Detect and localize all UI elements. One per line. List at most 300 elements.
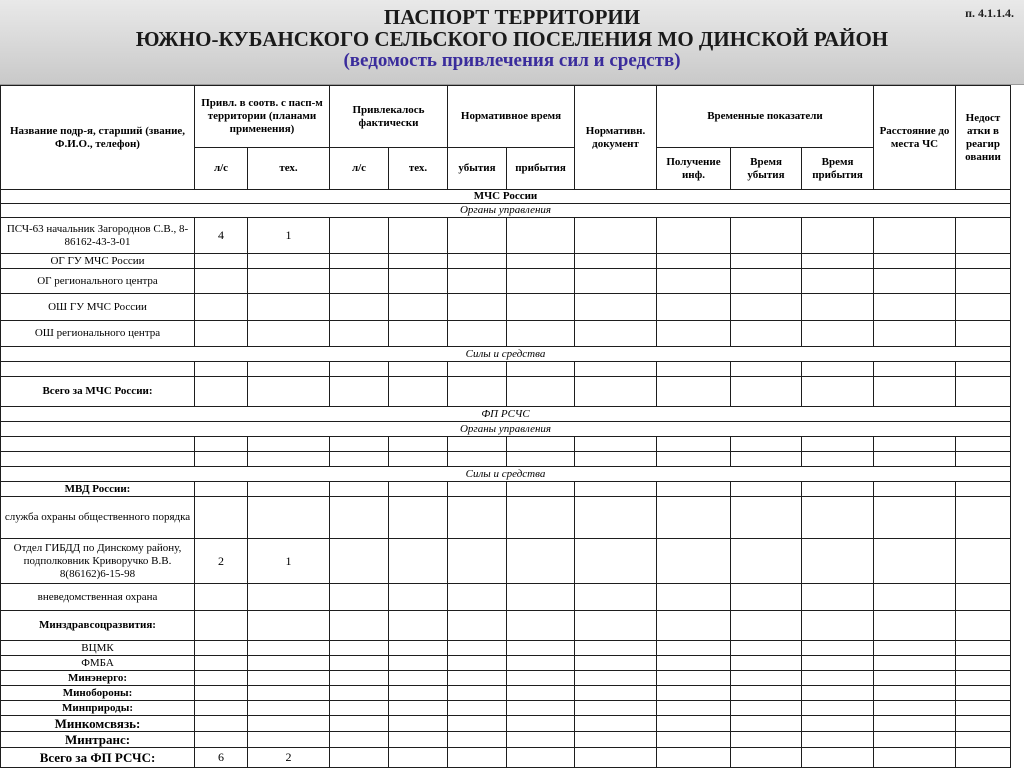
- empty-cell: [657, 584, 731, 611]
- subsection-row: [1, 407, 1011, 422]
- row-name-cell: ПСЧ-63 начальник Загороднов С.В., 8-86162-43-3-01: [1, 218, 195, 254]
- empty-cell: [874, 656, 956, 671]
- subsection-title: Органы управления: [1, 204, 1011, 218]
- empty-cell: [802, 254, 874, 269]
- empty-cell: [575, 269, 657, 294]
- empty-cell: [448, 377, 507, 407]
- empty-cell: [575, 656, 657, 671]
- empty-cell: [802, 611, 874, 641]
- empty-cell: [956, 377, 1011, 407]
- planned-ls-cell: [195, 437, 248, 452]
- empty-cell: [657, 671, 731, 686]
- empty-cell: [956, 584, 1011, 611]
- row-name-cell: Минобороны:: [1, 686, 195, 701]
- empty-cell: [731, 611, 802, 641]
- empty-cell: [874, 748, 956, 768]
- planned-tech-cell: [248, 321, 330, 347]
- empty-cell: [507, 321, 575, 347]
- empty-cell: [874, 377, 956, 407]
- empty-cell: [657, 321, 731, 347]
- empty-cell: [802, 656, 874, 671]
- empty-cell: [731, 321, 802, 347]
- empty-cell: [389, 611, 448, 641]
- table-row: [1, 701, 1011, 716]
- empty-cell: [731, 539, 802, 584]
- table-row: [1, 269, 1011, 294]
- empty-cell: [956, 254, 1011, 269]
- empty-cell: [802, 732, 874, 748]
- empty-cell: [507, 656, 575, 671]
- empty-cell: [575, 362, 657, 377]
- planned-ls-cell: 6: [195, 748, 248, 768]
- col-header-shortage: Недост атки в реагир овании: [956, 86, 1011, 190]
- col-header-normtime: Нормативное время: [448, 86, 575, 148]
- empty-cell: [330, 497, 389, 539]
- empty-cell: [389, 269, 448, 294]
- empty-cell: [874, 641, 956, 656]
- row-name-cell: Минкомсвязь:: [1, 716, 195, 732]
- empty-cell: [874, 539, 956, 584]
- table-row: [1, 671, 1011, 686]
- planned-ls-cell: [195, 641, 248, 656]
- empty-cell: [956, 671, 1011, 686]
- empty-cell: [575, 716, 657, 732]
- empty-cell: [657, 701, 731, 716]
- empty-cell: [956, 218, 1011, 254]
- empty-cell: [330, 362, 389, 377]
- subsection-title: Органы управления: [1, 422, 1011, 437]
- planned-tech-cell: [248, 732, 330, 748]
- row-name-cell: ФМБА: [1, 656, 195, 671]
- empty-cell: [507, 294, 575, 321]
- empty-cell: [507, 701, 575, 716]
- empty-cell: [731, 686, 802, 701]
- empty-cell: [389, 294, 448, 321]
- planned-ls-cell: [195, 686, 248, 701]
- empty-cell: [874, 452, 956, 467]
- empty-cell: [956, 482, 1011, 497]
- empty-cell: [874, 269, 956, 294]
- empty-cell: [507, 254, 575, 269]
- empty-cell: [448, 641, 507, 656]
- col-header-departure: убытия: [448, 148, 507, 190]
- subsection-row: [1, 204, 1011, 218]
- empty-cell: [330, 701, 389, 716]
- empty-cell: [802, 641, 874, 656]
- empty-cell: [731, 482, 802, 497]
- empty-cell: [874, 294, 956, 321]
- planned-ls-cell: [195, 452, 248, 467]
- section-title: МЧС России: [1, 190, 1011, 204]
- empty-cell: [507, 377, 575, 407]
- planned-ls-cell: [195, 656, 248, 671]
- empty-cell: [330, 437, 389, 452]
- empty-cell: [874, 584, 956, 611]
- planned-ls-cell: [195, 269, 248, 294]
- empty-cell: [575, 294, 657, 321]
- empty-cell: [389, 377, 448, 407]
- planned-ls-cell: [195, 701, 248, 716]
- row-name-cell: ВЦМК: [1, 641, 195, 656]
- empty-cell: [731, 656, 802, 671]
- row-name-cell: Отдел ГИБДД по Динскому району, подполковник Криворучко В.В. 8(86162)6-15-98: [1, 539, 195, 584]
- empty-cell: [448, 686, 507, 701]
- empty-cell: [657, 218, 731, 254]
- row-name-cell: Минприроды:: [1, 701, 195, 716]
- empty-cell: [802, 671, 874, 686]
- planned-ls-cell: [195, 584, 248, 611]
- empty-cell: [802, 584, 874, 611]
- empty-cell: [731, 701, 802, 716]
- planned-ls-cell: [195, 362, 248, 377]
- empty-cell: [330, 269, 389, 294]
- empty-cell: [507, 732, 575, 748]
- empty-cell: [956, 452, 1011, 467]
- empty-cell: [802, 362, 874, 377]
- subsection-title: Силы и средства: [1, 347, 1011, 362]
- empty-cell: [802, 321, 874, 347]
- empty-cell: [507, 482, 575, 497]
- planned-ls-cell: 2: [195, 539, 248, 584]
- empty-cell: [330, 671, 389, 686]
- col-header-actual-tech: тех.: [389, 148, 448, 190]
- table-row: [1, 748, 1011, 768]
- planned-ls-cell: [195, 377, 248, 407]
- empty-cell: [507, 437, 575, 452]
- empty-cell: [802, 686, 874, 701]
- row-name-cell: служба охраны общественного порядка: [1, 497, 195, 539]
- empty-cell: [874, 437, 956, 452]
- row-name-cell: ОГ ГУ МЧС России: [1, 254, 195, 269]
- empty-cell: [731, 254, 802, 269]
- planned-ls-cell: [195, 294, 248, 321]
- empty-cell: [657, 611, 731, 641]
- empty-cell: [956, 611, 1011, 641]
- empty-cell: [731, 584, 802, 611]
- empty-cell: [657, 686, 731, 701]
- table-row: [1, 294, 1011, 321]
- empty-cell: [657, 656, 731, 671]
- empty-cell: [956, 641, 1011, 656]
- table-row: [1, 539, 1011, 584]
- col-header-distance: Расстояние до места ЧС: [874, 86, 956, 190]
- empty-cell: [448, 748, 507, 768]
- empty-cell: [874, 686, 956, 701]
- empty-cell: [575, 254, 657, 269]
- empty-cell: [956, 321, 1011, 347]
- empty-cell: [874, 701, 956, 716]
- empty-cell: [330, 539, 389, 584]
- empty-cell: [507, 671, 575, 686]
- empty-cell: [657, 748, 731, 768]
- planned-ls-cell: [195, 671, 248, 686]
- empty-cell: [802, 716, 874, 732]
- empty-cell: [389, 584, 448, 611]
- empty-cell: [448, 716, 507, 732]
- row-name-cell: ОШ регионального центра: [1, 321, 195, 347]
- empty-cell: [731, 716, 802, 732]
- empty-cell: [507, 497, 575, 539]
- empty-cell: [507, 641, 575, 656]
- empty-cell: [802, 497, 874, 539]
- empty-cell: [575, 671, 657, 686]
- slide-header: [0, 0, 1024, 85]
- empty-cell: [448, 218, 507, 254]
- empty-cell: [389, 732, 448, 748]
- planned-ls-cell: [195, 611, 248, 641]
- empty-cell: [575, 748, 657, 768]
- planned-ls-cell: [195, 497, 248, 539]
- table-row: [1, 377, 1011, 407]
- empty-cell: [389, 218, 448, 254]
- empty-cell: [389, 701, 448, 716]
- row-name-cell: [1, 437, 195, 452]
- empty-cell: [731, 641, 802, 656]
- empty-cell: [956, 269, 1011, 294]
- table-row: [1, 641, 1011, 656]
- empty-cell: [657, 362, 731, 377]
- planned-tech-cell: [248, 701, 330, 716]
- empty-cell: [657, 497, 731, 539]
- table-row: [1, 321, 1011, 347]
- empty-cell: [874, 362, 956, 377]
- title-line-2: ЮЖНО-КУБАНСКОГО СЕЛЬСКОГО ПОСЕЛЕНИЯ МО ДИНСКОЙ РАЙОН: [135, 27, 889, 51]
- empty-cell: [389, 641, 448, 656]
- col-header-normdoc: Нормативн. документ: [575, 86, 657, 190]
- empty-cell: [507, 218, 575, 254]
- empty-cell: [956, 748, 1011, 768]
- empty-cell: [956, 294, 1011, 321]
- empty-cell: [575, 732, 657, 748]
- empty-cell: [448, 656, 507, 671]
- resources-table: [0, 85, 1011, 768]
- title-line-1: ПАСПОРТ ТЕРРИТОРИИ: [383, 5, 641, 29]
- empty-cell: [448, 254, 507, 269]
- empty-cell: [389, 686, 448, 701]
- col-header-departure-time: Время убытия: [731, 148, 802, 190]
- empty-cell: [874, 321, 956, 347]
- empty-cell: [657, 452, 731, 467]
- planned-tech-cell: [248, 254, 330, 269]
- row-name-cell: Минздравсоцразвития:: [1, 611, 195, 641]
- empty-cell: [657, 254, 731, 269]
- planned-tech-cell: [248, 641, 330, 656]
- planned-tech-cell: [248, 671, 330, 686]
- empty-cell: [575, 321, 657, 347]
- table-row: [1, 732, 1011, 748]
- empty-cell: [802, 377, 874, 407]
- empty-cell: [330, 716, 389, 732]
- planned-tech-cell: [248, 686, 330, 701]
- row-name-cell: вневедомственная охрана: [1, 584, 195, 611]
- empty-cell: [874, 218, 956, 254]
- planned-ls-cell: [195, 732, 248, 748]
- empty-cell: [575, 377, 657, 407]
- empty-cell: [657, 269, 731, 294]
- empty-cell: [389, 482, 448, 497]
- empty-cell: [448, 611, 507, 641]
- empty-cell: [507, 611, 575, 641]
- planned-tech-cell: [248, 377, 330, 407]
- empty-cell: [507, 686, 575, 701]
- empty-cell: [330, 611, 389, 641]
- row-name-cell: ОШ ГУ МЧС России: [1, 294, 195, 321]
- empty-cell: [330, 641, 389, 656]
- empty-cell: [657, 294, 731, 321]
- col-header-planned-tech: тех.: [248, 148, 330, 190]
- empty-cell: [575, 218, 657, 254]
- col-header-planned-ls: л/с: [195, 148, 248, 190]
- col-header-planned: Привл. в соотв. с пасп-м территории (планами применения): [195, 86, 330, 148]
- empty-cell: [330, 584, 389, 611]
- col-header-actual: Привлекалось фактически: [330, 86, 448, 148]
- section-row: [1, 190, 1011, 204]
- empty-cell: [330, 377, 389, 407]
- empty-cell: [802, 539, 874, 584]
- empty-cell: [448, 452, 507, 467]
- planned-ls-cell: [195, 321, 248, 347]
- empty-cell: [657, 732, 731, 748]
- empty-cell: [802, 437, 874, 452]
- empty-cell: [731, 377, 802, 407]
- empty-cell: [956, 497, 1011, 539]
- table-row: [1, 584, 1011, 611]
- empty-cell: [575, 452, 657, 467]
- empty-cell: [731, 748, 802, 768]
- empty-cell: [448, 294, 507, 321]
- empty-cell: [802, 482, 874, 497]
- table-row: [1, 656, 1011, 671]
- empty-cell: [389, 656, 448, 671]
- empty-cell: [657, 437, 731, 452]
- empty-cell: [575, 584, 657, 611]
- planned-tech-cell: [248, 269, 330, 294]
- empty-cell: [802, 218, 874, 254]
- empty-cell: [802, 294, 874, 321]
- empty-cell: [448, 497, 507, 539]
- empty-cell: [575, 497, 657, 539]
- planned-ls-cell: [195, 482, 248, 497]
- col-header-temporal: Временные показатели: [657, 86, 874, 148]
- empty-cell: [330, 218, 389, 254]
- empty-cell: [507, 452, 575, 467]
- table-row: [1, 497, 1011, 539]
- empty-cell: [956, 701, 1011, 716]
- planned-tech-cell: [248, 294, 330, 321]
- empty-cell: [731, 294, 802, 321]
- empty-cell: [874, 671, 956, 686]
- empty-cell: [330, 452, 389, 467]
- planned-tech-cell: [248, 482, 330, 497]
- empty-cell: [802, 452, 874, 467]
- table-row: [1, 437, 1011, 452]
- empty-cell: [389, 671, 448, 686]
- empty-cell: [448, 671, 507, 686]
- planned-tech-cell: 2: [248, 748, 330, 768]
- empty-cell: [448, 321, 507, 347]
- empty-cell: [448, 269, 507, 294]
- row-name-cell: МВД России:: [1, 482, 195, 497]
- planned-tech-cell: [248, 584, 330, 611]
- planned-ls-cell: [195, 254, 248, 269]
- empty-cell: [731, 671, 802, 686]
- subsection-row: [1, 422, 1011, 437]
- empty-cell: [507, 584, 575, 611]
- empty-cell: [448, 482, 507, 497]
- col-header-receive-info: Получение инф.: [657, 148, 731, 190]
- empty-cell: [874, 482, 956, 497]
- table-row: [1, 362, 1011, 377]
- empty-cell: [448, 732, 507, 748]
- subsection-row: [1, 347, 1011, 362]
- empty-cell: [330, 254, 389, 269]
- empty-cell: [389, 497, 448, 539]
- empty-cell: [575, 482, 657, 497]
- empty-cell: [389, 452, 448, 467]
- empty-cell: [731, 362, 802, 377]
- empty-cell: [330, 294, 389, 321]
- empty-cell: [389, 437, 448, 452]
- empty-cell: [575, 641, 657, 656]
- empty-cell: [389, 362, 448, 377]
- subsection-row: [1, 467, 1011, 482]
- empty-cell: [330, 686, 389, 701]
- table-row: [1, 254, 1011, 269]
- empty-cell: [731, 452, 802, 467]
- row-name-cell: [1, 362, 195, 377]
- empty-cell: [575, 437, 657, 452]
- table-row: [1, 686, 1011, 701]
- subsection-title: ФП РСЧС: [1, 407, 1011, 422]
- planned-tech-cell: [248, 611, 330, 641]
- table-row: [1, 218, 1011, 254]
- row-name-cell: Всего за ФП РСЧС:: [1, 748, 195, 768]
- empty-cell: [575, 611, 657, 641]
- empty-cell: [731, 437, 802, 452]
- planned-tech-cell: [248, 437, 330, 452]
- empty-cell: [802, 748, 874, 768]
- subsection-title: Силы и средства: [1, 467, 1011, 482]
- col-header-arrival: прибытия: [507, 148, 575, 190]
- empty-cell: [389, 321, 448, 347]
- col-header-actual-ls: л/с: [330, 148, 389, 190]
- planned-tech-cell: 1: [248, 539, 330, 584]
- empty-cell: [389, 254, 448, 269]
- empty-cell: [657, 482, 731, 497]
- empty-cell: [657, 716, 731, 732]
- empty-cell: [575, 701, 657, 716]
- empty-cell: [507, 362, 575, 377]
- empty-cell: [389, 748, 448, 768]
- table-row: [1, 482, 1011, 497]
- empty-cell: [507, 748, 575, 768]
- empty-cell: [956, 716, 1011, 732]
- row-name-cell: Минэнерго:: [1, 671, 195, 686]
- planned-tech-cell: [248, 497, 330, 539]
- table-row: [1, 611, 1011, 641]
- empty-cell: [448, 362, 507, 377]
- empty-cell: [956, 686, 1011, 701]
- empty-cell: [802, 701, 874, 716]
- planned-tech-cell: [248, 452, 330, 467]
- planned-ls-cell: [195, 716, 248, 732]
- empty-cell: [448, 584, 507, 611]
- empty-cell: [956, 656, 1011, 671]
- table-row: [1, 716, 1011, 732]
- empty-cell: [575, 539, 657, 584]
- empty-cell: [330, 732, 389, 748]
- empty-cell: [507, 539, 575, 584]
